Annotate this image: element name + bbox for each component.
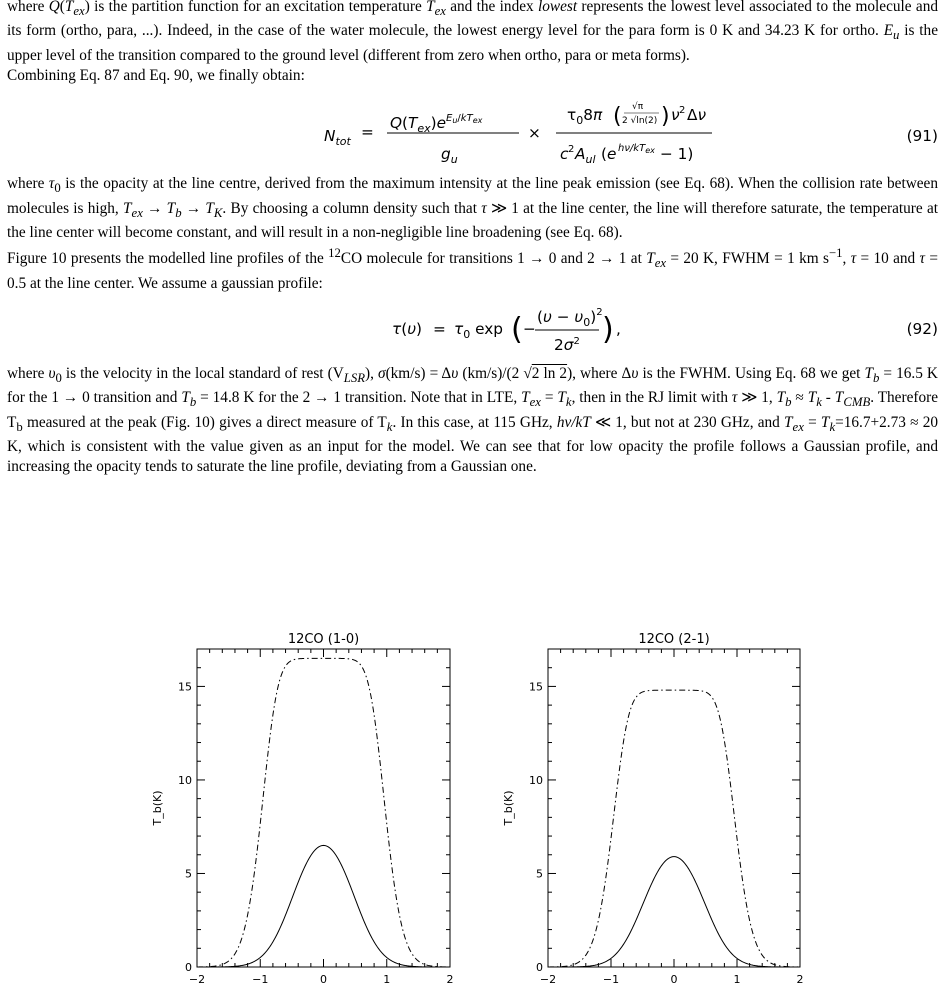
y-tick-label: 15: [178, 680, 192, 694]
paragraph-discussion: where $\upsilon_0$ is the velocity in the local standard of rest $(V_{LSR})$, σ(km/s) = Δυ (km/s)/(2 √2 ln 2), where Δυ is the FWHM. Using Eq. 68 we get $T_b = 16.5$ K for the 1 → 0 transition and $T_b = 14.8$ K for the 2 → 1 transition. Note that in LTE, $T_{ex} = T_k$, then in the RJ limit with τ ≫ 1, $T_b \approx T_k - T_{CMB}$. Therefore $T_b$ measured at the peak (Fig. 10) gives a direct measure of $T_k$. In this case, at 115 GHz, hν/kT ≪ 1, but not at 230 GHz, and $T_{ex} = T_k=16.7+2.73 \approx 20$ K, which is consistent with the value given as an input for the model. We can see that for low opacity the profile follows a Gaussian profile, and increasing the opacity tends to saturate the line profile, deviating from a Gaussian one.: [7, 365, 939, 476]
plot-frame: [197, 649, 450, 967]
x-tick-label: −2: [539, 973, 557, 983]
y-tick-label: 0: [185, 961, 192, 974]
y-axis-label: T_b(K): [502, 790, 515, 826]
figure-10-plots: [0, 600, 945, 983]
y-tick-label: 5: [185, 867, 192, 881]
paragraph-partition-function: where $Q(T_{ex})$ is the partition function for an excitation temperature $T_{ex}$ and the index lowest represents the lowest level associated to the molecule and its form (ortho, para, ...). Indeed, in the case of the water molecule, the lowest energy level for the para form is 0 K and 34.23 K for ortho. $E_u$ is the upper level of the transition compared to the ground level (different from zero when ortho, para or meta forms).: [7, 0, 938, 64]
y-axis-label: T_b(K): [151, 790, 164, 826]
svg-text:Aul: $A_{ul}$: [575, 145, 596, 167]
paper-page: [7, 0, 938, 478]
svg-text:τ0 exp: $\tau_0$ exp: [454, 320, 503, 341]
svg-text:2: 2: [679, 105, 686, 117]
svg-text:(: (: [511, 312, 523, 347]
svg-text:): ): [661, 104, 670, 130]
line-series: [197, 658, 450, 967]
chart-co-2-1: [502, 632, 804, 983]
paragraph-combining: Combining Eq. 87 and Eq. 90, we finally obtain:: [7, 66, 305, 84]
y-tick-label: 5: [536, 867, 543, 881]
svg-text:=: =: [433, 320, 446, 338]
figure-10: [0, 600, 945, 983]
svg-text:(υ − υ0)2: $(\upsilon - \upsilon_0)^2$: [537, 307, 603, 329]
paragraph-figure10-intro: Figure 10 presents the modelled line profiles of the $^{12}$CO molecule for transitions 1 → 0 and 2 → 1 at $T_{ex} = 20$ K, FWHM = 1 km $s^{-1}$, τ = 10 and τ = 0.5 at the line center. We assume a gaussian profile:: [7, 246, 938, 292]
y-tick-label: 10: [529, 773, 543, 787]
y-tick-label: 0: [536, 961, 543, 974]
svg-text:gu: $g_u$: [441, 145, 458, 167]
svg-text:Ntot: $N_{tot}$: [324, 127, 351, 149]
svg-text:(: (: [613, 104, 622, 130]
svg-text:ν: ν: [671, 106, 680, 125]
x-tick-label: −1: [252, 973, 269, 983]
y-tick-label: 15: [529, 680, 543, 694]
svg-text:=: =: [361, 123, 374, 142]
equation-91-number: (91): [906, 127, 938, 146]
paragraph-opacity: where $\tau_0$ is the opacity at the line centre, derived from the maximum intensity at the line peak emission (see Eq. 68). When the collision rate between molecules is high, $T_{ex} \to T_b \to T_K$. By choosing a column density such that τ ≫ 1 at the line center, the line will therefore saturate, the temperature at the line center will become constant, and will result in a non-negligible line broadening (see Eq. 68).: [7, 175, 938, 241]
chart-co-1-0: [151, 632, 454, 983]
x-tick-label: −1: [602, 973, 620, 983]
x-tick-label: 0: [320, 973, 327, 983]
svg-text:Δν: Δν: [687, 106, 707, 125]
svg-text:Q: Q: [390, 114, 403, 133]
svg-text:2: 2: [568, 144, 575, 156]
svg-text:c: c: [560, 145, 569, 164]
x-tick-label: 1: [733, 973, 741, 983]
x-tick-label: 1: [383, 973, 391, 983]
chart-title: 12CO (1-0): [287, 632, 360, 647]
equation-92-number: (92): [906, 320, 938, 338]
line-series: [548, 690, 800, 967]
svg-text:,: ,: [616, 320, 621, 338]
svg-text:τ08π: $\tau_08\pi$: [567, 106, 603, 128]
svg-text:hν/kTex: $h\nu/kT_{ex}$: [618, 143, 655, 156]
equation-91: [7, 86, 938, 174]
svg-text:−: −: [523, 320, 536, 338]
x-tick-label: 0: [670, 973, 678, 983]
x-tick-label: 2: [796, 973, 804, 983]
svg-text:τ(υ): τ(υ): [392, 320, 423, 338]
x-tick-label: −2: [188, 973, 206, 983]
chart-title: 12CO (2-1): [638, 632, 710, 647]
svg-text:): ): [602, 312, 614, 347]
x-tick-label: 2: [446, 973, 454, 983]
svg-text:(Tex)eEu/kTex: $(T_{ex})e^Eu$/kTex: [402, 113, 483, 136]
svg-text:×: ×: [528, 124, 541, 143]
line-series: [548, 857, 800, 967]
svg-text:2 √ln(2): 2 √ln(2): [622, 116, 658, 127]
equation-92-render: [7, 294, 938, 364]
svg-text:− 1): − 1): [660, 145, 694, 164]
svg-text:(e: (e: [601, 145, 617, 164]
line-series: [197, 845, 450, 967]
y-tick-label: 10: [178, 773, 192, 787]
equation-92: [7, 294, 938, 364]
svg-text:√π: √π: [632, 102, 644, 113]
svg-text:2σ2: $2\sigma^2$: [554, 336, 580, 354]
equation-91-render: [7, 86, 938, 174]
plot-frame: [548, 649, 800, 967]
